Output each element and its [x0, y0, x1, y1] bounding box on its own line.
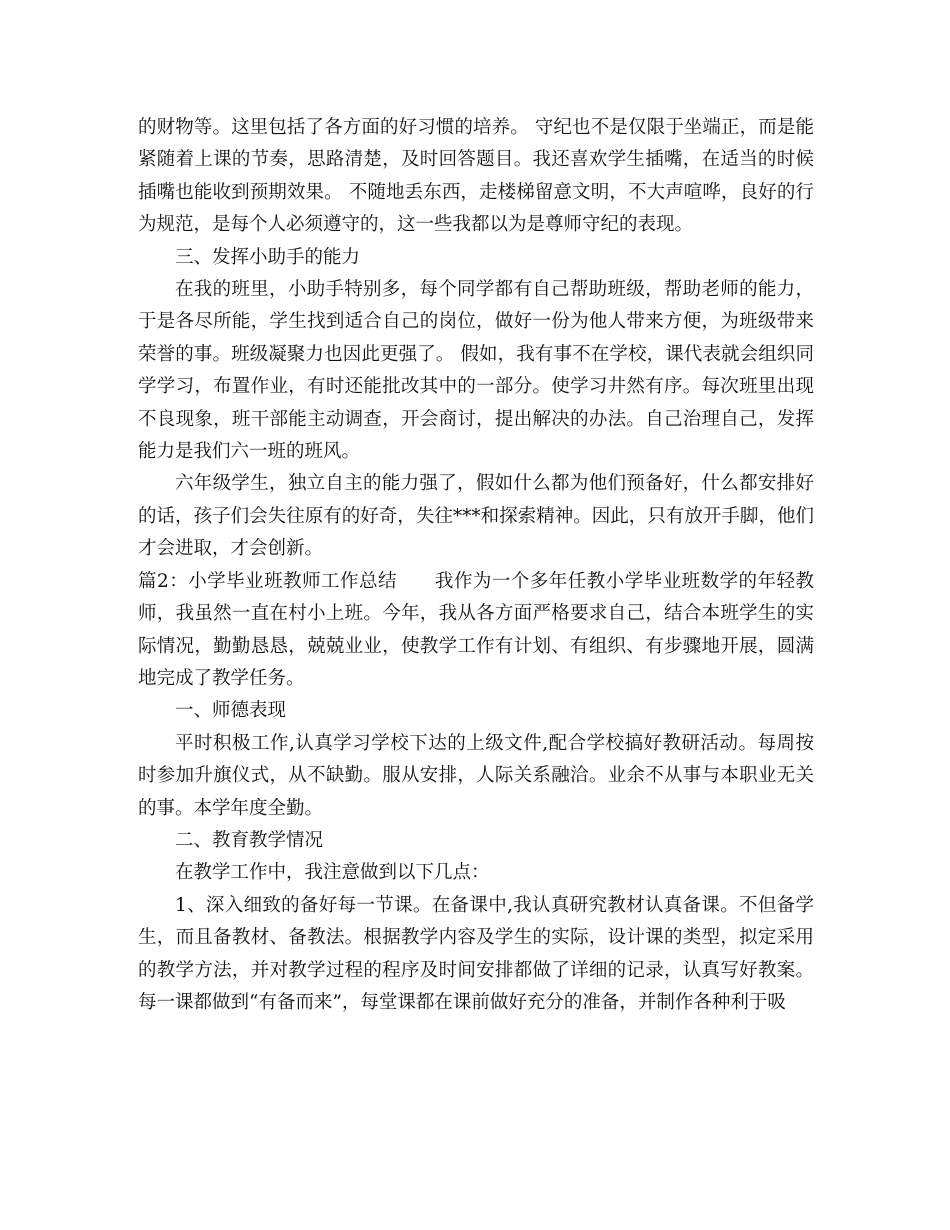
section-heading-little-helpers: 三、发挥小助手的能力 [175, 246, 361, 268]
paragraph-lesson-preparation: 1、深入细致的备好每一节课。在备课中,我认真研究教材认真备课。不但备学生，而且备教材、备教法。根据教学内容及学生的实际，设计课的类型，拟定采用的教学方法，并对教学过程的程序及时间安排都做了详细的记录，认真写好教案。每一课都做到“有备而来”，每堂课都在课前做好充分的准备，并制作各种利于吸 [138, 894, 814, 1013]
paragraph-little-helpers: 在我的班里，小助手特别多，每个同学都有自己帮助班级，帮助老师的能力，于是各尽所能，学生找到适合自己的岗位，做好一份为他人带来方便，为班级带来荣誉的事。班级凝聚力也因此更强了。 假如，我有事不在学校，课代表就会组织同学学习，布置作业，有时还能批改其中的一部分。使学习井然有序。每次班里出现不良现象，班干部能主动调查，开会商讨，提出解决的办法。自己治理自己，发挥能力是我们六一班的班风。 [138, 279, 814, 463]
paragraph-grade-six-independence: 六年级学生，独立自主的能力强了，假如什么都为他们预备好，什么都安排好的话，孩子们会失往原有的好奇，失往***和探索精神。因此，只有放开手脚，他们才会进取，才会创新。 [138, 473, 814, 560]
paragraph-teaching-points-intro: 在教学工作中，我注意做到以下几点： [175, 862, 490, 884]
document-page [138, 112, 814, 1019]
section-heading-teacher-ethics: 一、师德表现 [175, 700, 287, 722]
paragraph-article-2-intro: 篇2：小学毕业班教师工作总结 我作为一个多年任教小学毕业班数学的年轻教师，我虽然一直在村小上班。今年，我从各方面严格要求自己，结合本班学生的实际情况，勤勤恳恳，兢兢业业，使教学工作有计划、有组织、有步骤地开展，圆满地完成了教学任务。 [138, 570, 814, 689]
paragraph-teacher-ethics: 平时积极工作,认真学习学校下达的上级文件,配合学校搞好教研活动。每周按时参加升旗仪式，从不缺勤。服从安排，人际关系融洽。业余不从事与本职业无关的事。本学年度全勤。 [138, 732, 814, 819]
paragraph-respect-discipline: 的财物等。这里包括了各方面的好习惯的培养。 守纪也不是仅限于坐端正，而是能紧随着上课的节奏，思路清楚，及时回答题目。我还喜欢学生插嘴，在适当的时候插嘴也能收到预期效果。 不随地丢东西，走楼梯留意文明，不大声喧哗，良好的行为规范，是每个人必须遵守的，这一些我都以为是尊师守纪的表现。 [138, 117, 814, 236]
section-heading-teaching-situation: 二、教育教学情况 [175, 829, 324, 851]
